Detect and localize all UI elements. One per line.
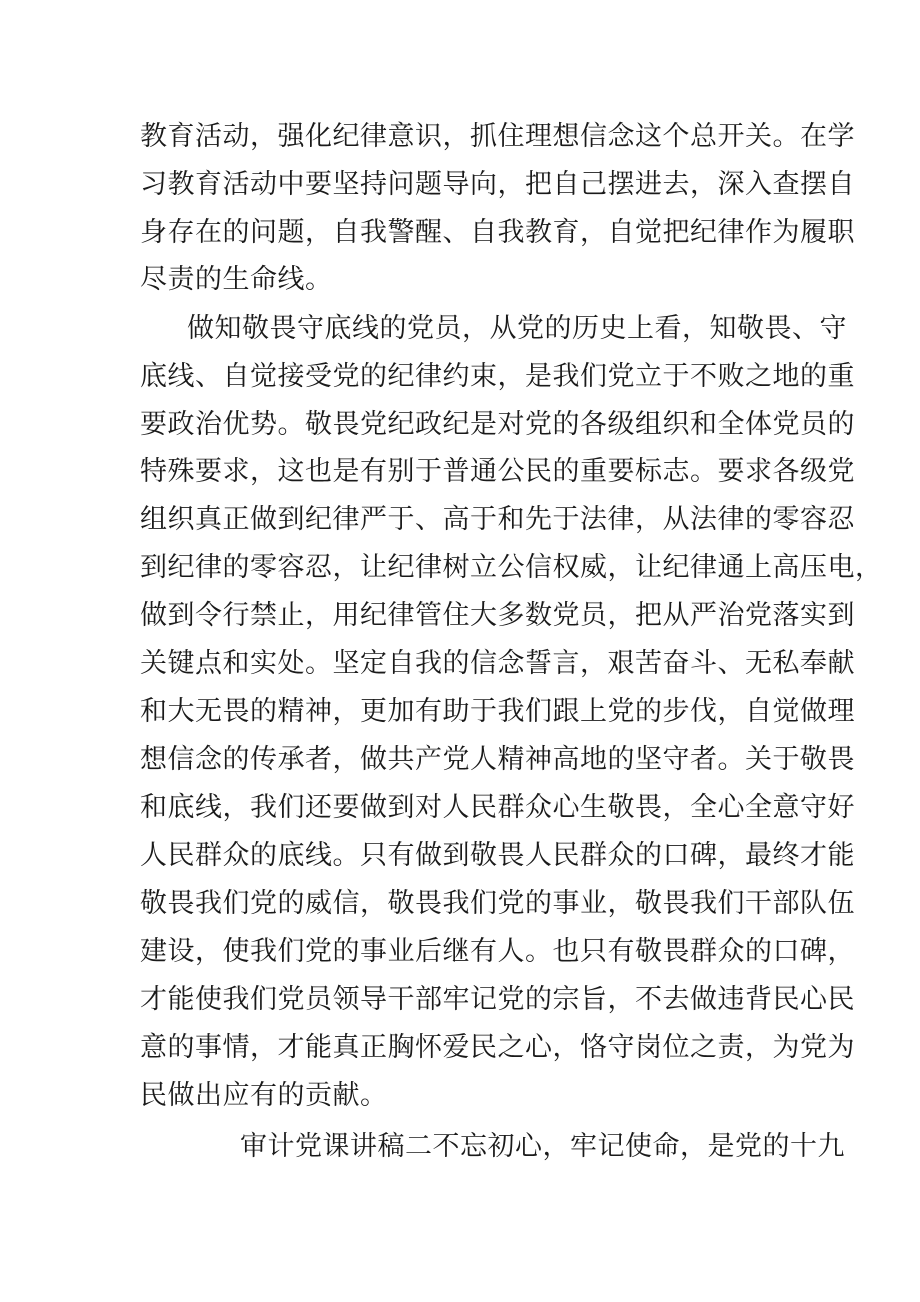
text-line: 关键点和实处。坚定自我的信念誓言，艰苦奋斗、无私奉献 bbox=[140, 648, 855, 679]
text-line: 做到令行禁止，用纪律管住大多数党员，把从严治党落实到 bbox=[140, 600, 855, 631]
text-line: 特殊要求，这也是有别于普通公民的重要标志。要求各级党 bbox=[140, 456, 855, 487]
text-line: 要政治优势。敬畏党纪政纪是对党的各级组织和全体党员的 bbox=[140, 409, 855, 440]
text-line: 教育活动，强化纪律意识，抓住理想信念这个总开关。在学 bbox=[140, 121, 855, 152]
text-line: 敬畏我们党的威信，敬畏我们党的事业，敬畏我们干部队伍 bbox=[140, 888, 855, 919]
text-line: 习教育活动中要坚持问题导向，把自己摆进去，深入查摆自 bbox=[140, 169, 855, 200]
text-line: 尽责的生命线。 bbox=[140, 264, 333, 295]
text-line: 组织真正做到纪律严于、高于和先于法律，从法律的零容忍 bbox=[140, 504, 855, 535]
text-line: 人民群众的底线。只有做到敬畏人民群众的口碑，最终才能 bbox=[140, 840, 855, 871]
text-line: 建设，使我们党的事业后继有人。也只有敬畏群众的口碑， bbox=[140, 936, 855, 967]
text-line: 身存在的问题，自我警醒、自我教育，自觉把纪律作为履职 bbox=[140, 217, 855, 248]
text-line: 到纪律的零容忍，让纪律树立公信权威，让纪律通上高压电， bbox=[140, 552, 883, 583]
text-line: 底线、自觉接受党的纪律约束，是我们党立于不败之地的重 bbox=[140, 361, 855, 392]
section-heading-line: 审计党课讲稿二不忘初心，牢记使命，是党的十九 bbox=[240, 1131, 845, 1162]
text-line: 和大无畏的精神，更加有助于我们跟上党的步伐，自觉做理 bbox=[140, 696, 855, 727]
text-line: 想信念的传承者，做共产党人精神高地的坚守者。关于敬畏 bbox=[140, 744, 855, 775]
text-line: 才能使我们党员领导干部牢记党的宗旨，不去做违背民心民 bbox=[140, 984, 855, 1015]
text-line: 民做出应有的贡献。 bbox=[140, 1080, 388, 1111]
text-line: 和底线，我们还要做到对人民群众心生敬畏，全心全意守好 bbox=[140, 792, 855, 823]
paragraph-start-line: 做知敬畏守底线的党员，从党的历史上看，知敬畏、守 bbox=[187, 313, 847, 344]
text-line: 意的事情，才能真正胸怀爱民之心，恪守岗位之责，为党为 bbox=[140, 1032, 855, 1063]
